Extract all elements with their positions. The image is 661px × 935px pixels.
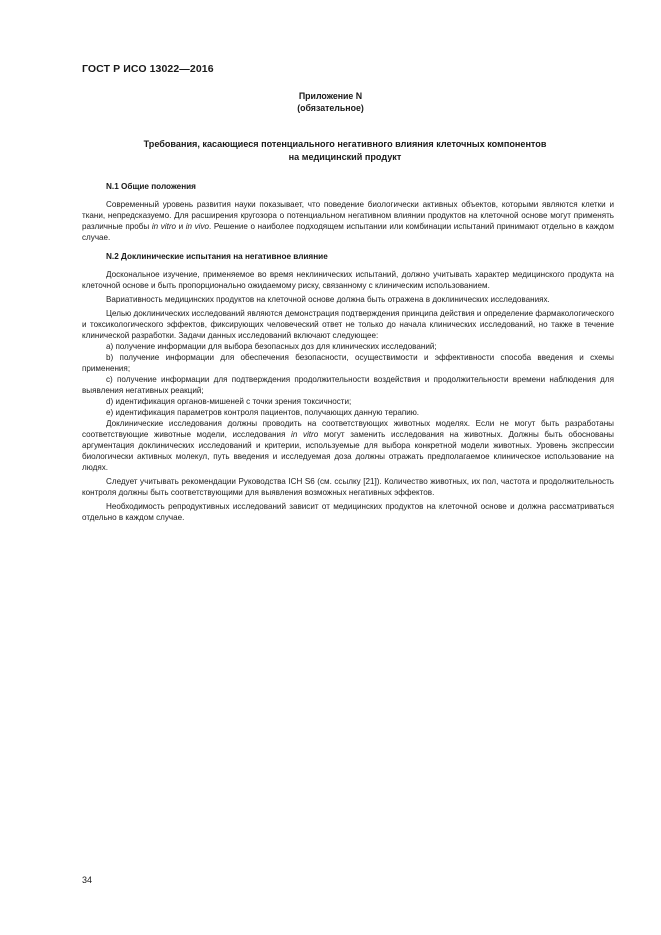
- section-2-paragraph-3: Целью доклинических исследований являются демонстрация подтверждения принципа действия и определение фармакологического и токсикологического эффектов, фиксирующих человеческий ответ не только до начала клинических исследований, но также в течение клинической разработки. Задачи данных исследований включают следующее:: [82, 309, 614, 340]
- standard-header: ГОСТ Р ИСО 13022—2016: [82, 63, 214, 75]
- annex-heading: [0, 90, 661, 114]
- annex-status: (обязательное): [297, 103, 364, 113]
- section-2-heading: N.2 Доклинические испытания на негативное влияние: [106, 252, 328, 261]
- list-item-e: е) идентификация параметров контроля пациентов, получающих данную терапию.: [106, 408, 420, 417]
- section-1-heading: N.1 Общие положения: [106, 182, 196, 191]
- section-1-paragraph: Современный уровень развития науки показывает, что поведение биологически активных объектов, которыми являются клетки и ткани, непредсказуемо. Для расширения кругозора о потенциальном негативном влиянии продуктов на клеточной основе могут применять различные пробы in vitro и in vivo. Решение о наиболее подходящем испытании или комбинации испытаний принимают отдельно в каждом случае.: [82, 200, 614, 242]
- list-item-d: d) идентификация органов-мишеней с точки зрения токсичности;: [106, 397, 352, 406]
- list-item-c: с) получение информации для подтверждения продолжительности воздействия и продолжительности времени наблюдения для выявления негативных реакций;: [82, 375, 614, 395]
- section-2-paragraph-4: Доклинические исследования должны проводить на соответствующих животных моделях. Если не могут быть разработаны соответствующие животные модели, исследования in vitro могут заменить исследования на животных. Должны быть обоснованы аргументация доклинических исследований и критерии, используемые для выбора конкретной модели животных. Уровень экспрессии биологически активных молекул, путь введения и исследуемая доза должны отражать предполагаемое клиническое использование на людях.: [82, 419, 614, 472]
- document-title-line1: Требования, касающиеся потенциального негативного влияния клеточных компонентов: [143, 139, 547, 149]
- list-item-a: а) получение информации для выбора безопасных доз для клинических исследований;: [106, 342, 437, 351]
- section-1-body: [82, 199, 614, 243]
- section-2-body: [82, 269, 614, 523]
- document-title: [60, 138, 630, 164]
- annex-title: Приложение N: [298, 91, 363, 101]
- list-item-b: b) получение информации для обеспечения безопасности, осуществимости и эффективности способа введения и схемы применения;: [82, 353, 614, 373]
- page-number: 34: [82, 875, 93, 885]
- document-title-line2: на медицинский продукт: [288, 152, 402, 162]
- section-2-paragraph-2: Вариативность медицинских продуктов на клеточной основе должна быть отражена в доклинических исследованиях.: [106, 295, 550, 304]
- section-2-paragraph-5: Следует учитывать рекомендации Руководства ICH S6 (см. ссылку [21]). Количество животных, их пол, частота и продолжительность контроля должны быть соответствующими для выявления возможных негативных эффектов.: [82, 477, 614, 497]
- section-2-paragraph-6: Необходимость репродуктивных исследований зависит от медицинских продуктов на клеточной основе и должна рассматриваться отдельно в каждом случае.: [82, 502, 614, 522]
- section-2-paragraph-1: Доскональное изучение, применяемое во время неклинических испытаний, должно учитывать характер медицинского продукта на клеточной основе и быть пропорционально ожидаемому риску, связанному с клиническим использованием.: [82, 270, 614, 290]
- document-body: [82, 181, 614, 523]
